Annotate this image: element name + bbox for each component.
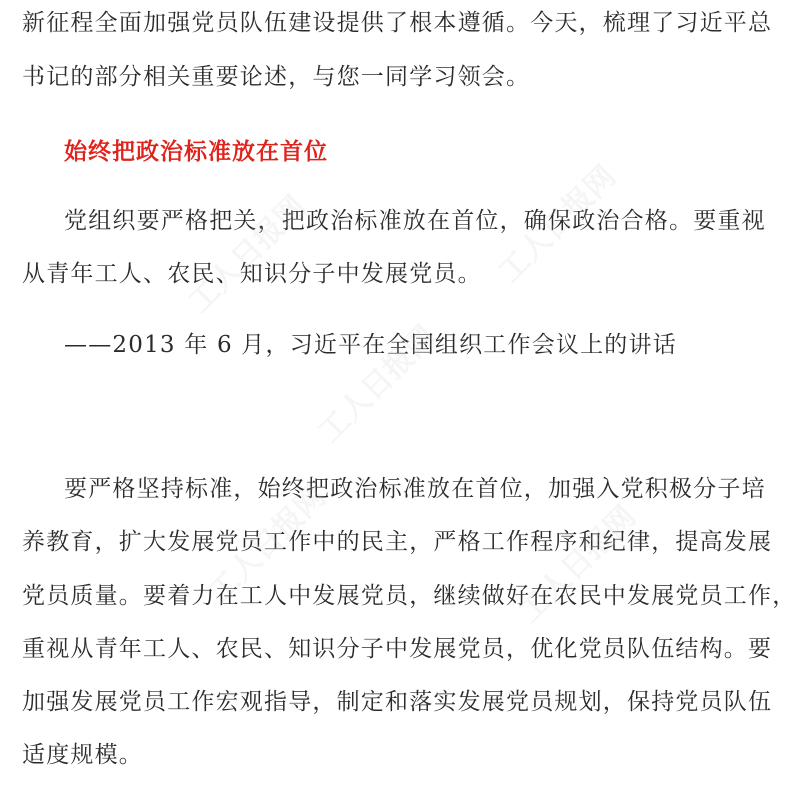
quote1-source: ——2013 年 6 月，习近平在全国组织工作会议上的讲话	[64, 332, 677, 358]
watermark: 工人日报网	[182, 189, 313, 320]
watermark: 工人日报网	[202, 479, 333, 610]
intro-line-2: 书记的部分相关重要论述，与您一同学习领会。	[22, 64, 531, 90]
watermark: 工人日报网	[492, 159, 623, 290]
watermark: 工人日报网	[312, 319, 443, 450]
section-heading: 始终把政治标准放在首位	[64, 139, 328, 165]
quote2-line-5: 加强发展党员工作宏观指导，制定和落实发展党员规划，保持党员队伍	[22, 689, 773, 715]
quote1-line-2: 从青年工人、农民、知识分子中发展党员。	[22, 261, 482, 287]
quote2-line-1: 要严格坚持标准，始终把政治标准放在首位，加强入党积极分子培	[64, 476, 766, 502]
quote2-line-3: 党员质量。要着力在工人中发展党员，继续做好在农民中发展党员工作，	[22, 583, 797, 609]
quote2-line-6: 适度规模。	[22, 742, 143, 768]
intro-line-1: 新征程全面加强党员队伍建设提供了根本遵循。今天，梳理了习近平总	[22, 10, 773, 36]
watermark: 工人日报网	[512, 499, 643, 630]
quote2-line-4: 重视从青年工人、农民、知识分子中发展党员，优化党员队伍结构。要	[22, 636, 773, 662]
quote2-line-2: 养教育，扩大发展党员工作中的民主，严格工作程序和纪律，提高发展	[22, 529, 773, 555]
quote1-line-1: 党组织要严格把关，把政治标准放在首位，确保政治合格。要重视	[64, 208, 766, 234]
